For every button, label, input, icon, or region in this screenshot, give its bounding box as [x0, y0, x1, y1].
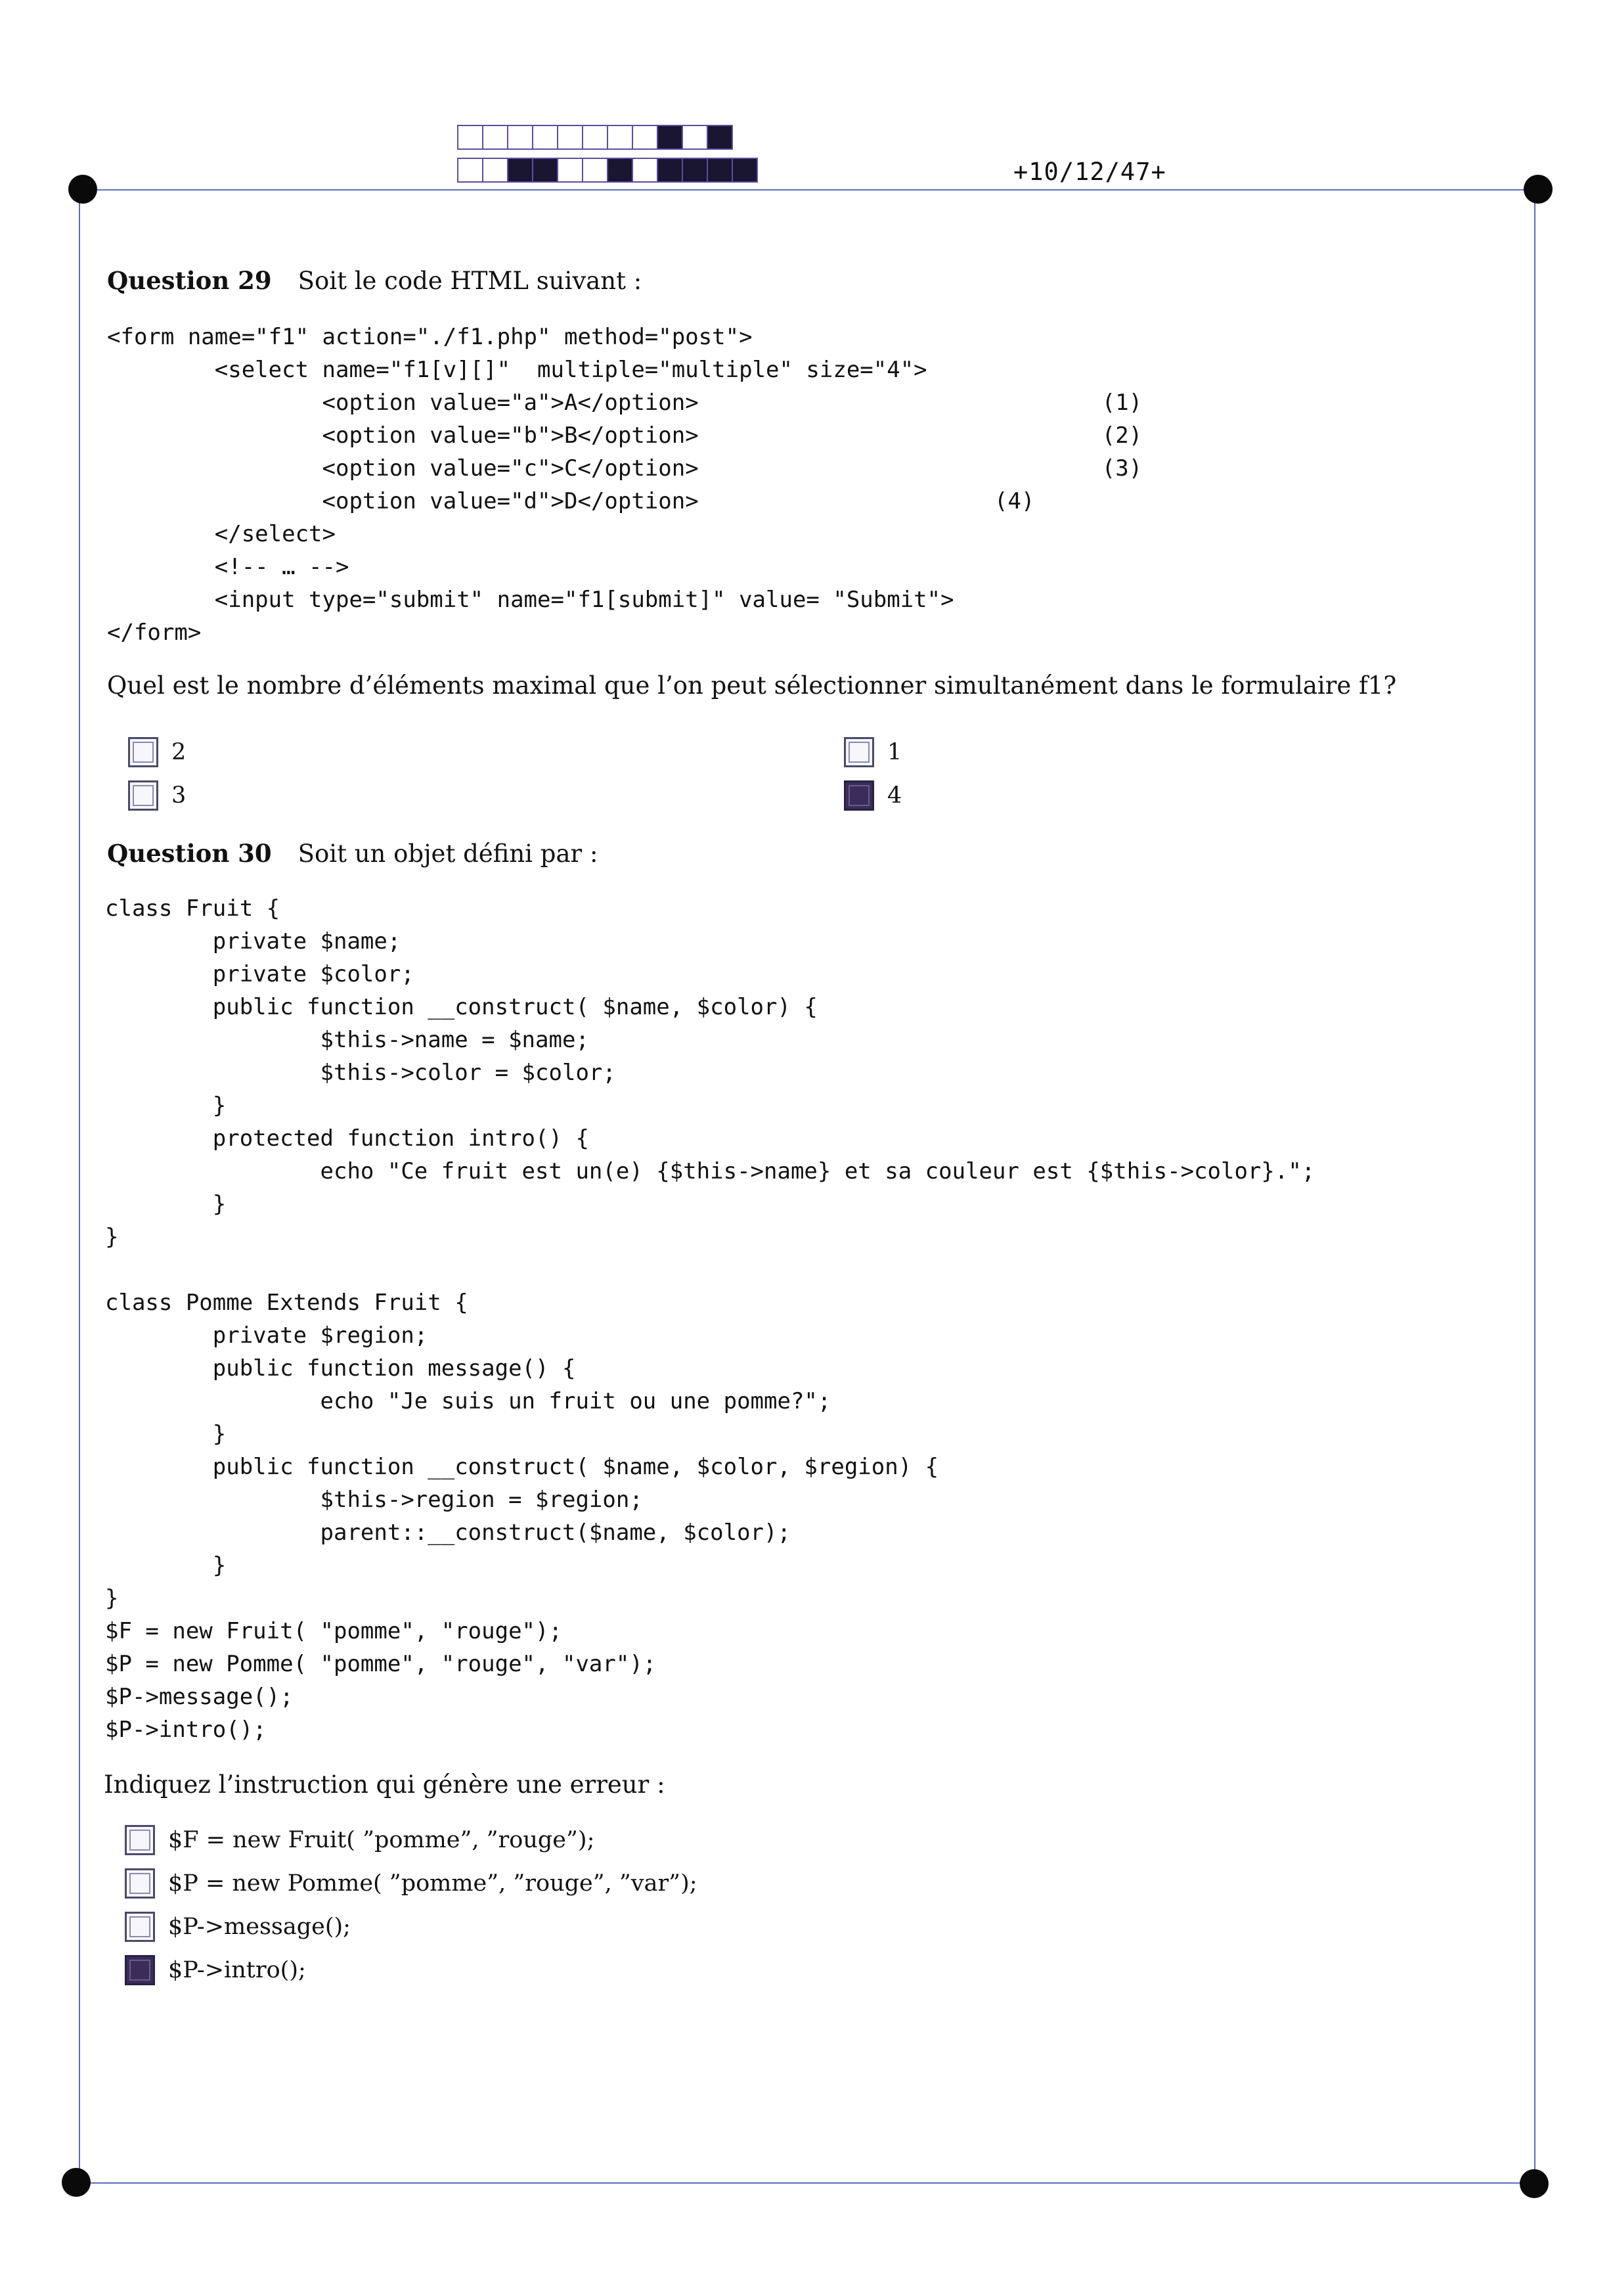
code-line: $this->color = $color; [105, 1060, 616, 1086]
q30-answer-label: $F = new Fruit( ”pomme”, ”rouge”); [168, 1827, 595, 1853]
q29-answer-4[interactable] [844, 780, 902, 811]
code-line: <option value="c">C</option> (3) [107, 455, 1143, 482]
code-line: class Fruit { [105, 895, 280, 922]
q29-answer-label: 2 [171, 739, 187, 765]
q29-answer-1[interactable] [844, 737, 902, 767]
corner-mark-bottom-right [1520, 2169, 1549, 2198]
question-30-header [107, 839, 598, 868]
id-code-cell [582, 158, 608, 183]
code-line: public function __construct( $name, $color, $region) { [105, 1454, 939, 1480]
q29-answer-3[interactable] [128, 780, 186, 811]
corner-mark-top-left [68, 175, 97, 204]
q30-answer-3[interactable] [125, 1912, 351, 1942]
frame-left [79, 189, 80, 2182]
id-code-cell [557, 158, 583, 183]
question-30-title: Question 30 [107, 839, 272, 868]
code-line: } [105, 1224, 119, 1250]
q30-answer-4[interactable] [125, 1955, 306, 1985]
id-code-cell [557, 125, 583, 150]
q30-answer-2[interactable] [125, 1868, 697, 1899]
question-29-code [107, 321, 1142, 649]
id-code-cell [707, 158, 733, 183]
code-line: <input type="submit" name="f1[submit]" value= "Submit"> [107, 587, 954, 613]
code-line: echo "Ce fruit est un(e) {$this->name} et sa couleur est {$this->color}."; [105, 1158, 1315, 1184]
code-line: </form> [107, 619, 202, 646]
id-code-row-2 [457, 158, 757, 183]
code-line: $this->name = $name; [105, 1027, 589, 1053]
question-29-prompt: Quel est le nombre d’éléments maximal que l’on peut sélectionner simultanément dans le formulaire f1? [107, 671, 1397, 700]
q30-answer-1[interactable] [125, 1825, 594, 1855]
code-line: <form name="f1" action="./f1.php" method="post"> [107, 324, 753, 350]
code-line: protected function intro() { [105, 1125, 589, 1152]
q29-answer-label: 4 [887, 782, 902, 809]
code-line: echo "Je suis un fruit ou une pomme?"; [105, 1388, 831, 1414]
id-code-cell [582, 125, 608, 150]
id-code-cell [482, 125, 508, 150]
id-code-cell [632, 125, 658, 150]
question-30-code [105, 892, 1315, 1746]
id-code-cell [482, 158, 508, 183]
code-line: public function message() { [105, 1355, 576, 1382]
frame-bottom [76, 2182, 1534, 2184]
code-line: <option value="b">B</option> (2) [107, 422, 1143, 449]
id-code-cell [632, 158, 658, 183]
id-code-cell [457, 125, 483, 150]
code-line: } [105, 1585, 119, 1611]
corner-mark-bottom-left [62, 2168, 91, 2197]
question-29-header [107, 266, 642, 295]
frame-right [1534, 189, 1535, 2182]
code-line: } [105, 1421, 227, 1447]
q30-answer-label: $P->message(); [168, 1914, 351, 1940]
code-line: $P->message(); [105, 1684, 294, 1710]
q29-checkbox-4[interactable] [844, 780, 874, 811]
code-line: private $color; [105, 961, 414, 987]
id-code-cell [532, 158, 558, 183]
code-line: } [105, 1552, 227, 1579]
q30-checkbox-1[interactable] [125, 1825, 155, 1855]
code-line: $this->region = $region; [105, 1487, 643, 1513]
question-30-intro: Soit un objet défini par : [298, 840, 598, 868]
q29-checkbox-1[interactable] [844, 737, 874, 767]
corner-mark-top-right [1524, 175, 1553, 204]
id-code-cell [707, 125, 733, 150]
code-line: class Pomme Extends Fruit { [105, 1290, 468, 1316]
code-line: } [105, 1092, 227, 1119]
q29-checkbox-2[interactable] [128, 737, 158, 767]
code-line: private $name; [105, 928, 401, 955]
id-code-cell [682, 158, 708, 183]
q30-checkbox-3[interactable] [125, 1912, 155, 1942]
id-code-cell [657, 125, 683, 150]
code-line: parent::__construct($name, $color); [105, 1519, 791, 1546]
code-line: public function __construct( $name, $color) { [105, 994, 818, 1020]
code-line: $P->intro(); [105, 1717, 267, 1743]
code-line: $P = new Pomme( "pomme", "rouge", "var"); [105, 1651, 657, 1677]
q30-answer-label: $P = new Pomme( ”pomme”, ”rouge”, ”var”); [168, 1870, 697, 1897]
code-line: <option value="d">D</option> (4) [107, 488, 1035, 514]
frame-top [83, 189, 1541, 191]
code-line: private $region; [105, 1322, 428, 1349]
id-code-cell [682, 125, 708, 150]
id-code-row-1 [457, 125, 732, 150]
id-code-cell [532, 125, 558, 150]
id-code-cell [607, 125, 633, 150]
code-line: <!-- … --> [107, 554, 349, 580]
id-code-cell [607, 158, 633, 183]
question-29-intro: Soit le code HTML suivant : [298, 267, 642, 295]
code-line: <select name="f1[v][]" multiple="multiple" size="4"> [107, 357, 927, 383]
q30-answer-label: $P->intro(); [168, 1957, 306, 1983]
id-code-cell [507, 158, 533, 183]
code-line: </select> [107, 521, 336, 547]
id-code-cell [457, 158, 483, 183]
q30-checkbox-2[interactable] [125, 1868, 155, 1899]
q29-answer-2[interactable] [128, 737, 186, 767]
question-29-title: Question 29 [107, 266, 272, 295]
page-identifier: +10/12/47+ [1013, 158, 1166, 186]
id-code-cell [657, 158, 683, 183]
code-line: <option value="a">A</option> (1) [107, 390, 1143, 416]
q29-answer-label: 1 [887, 739, 902, 765]
id-code-cell [507, 125, 533, 150]
id-code-cell [732, 158, 758, 183]
q30-checkbox-4[interactable] [125, 1955, 155, 1985]
code-line [105, 1253, 1315, 1286]
code-line: $F = new Fruit( "pomme", "rouge"); [105, 1618, 562, 1644]
code-line: } [105, 1191, 227, 1217]
question-30-prompt: Indiquez l’instruction qui génère une erreur : [104, 1770, 665, 1799]
q29-checkbox-3[interactable] [128, 780, 158, 811]
q29-answer-label: 3 [171, 782, 187, 809]
